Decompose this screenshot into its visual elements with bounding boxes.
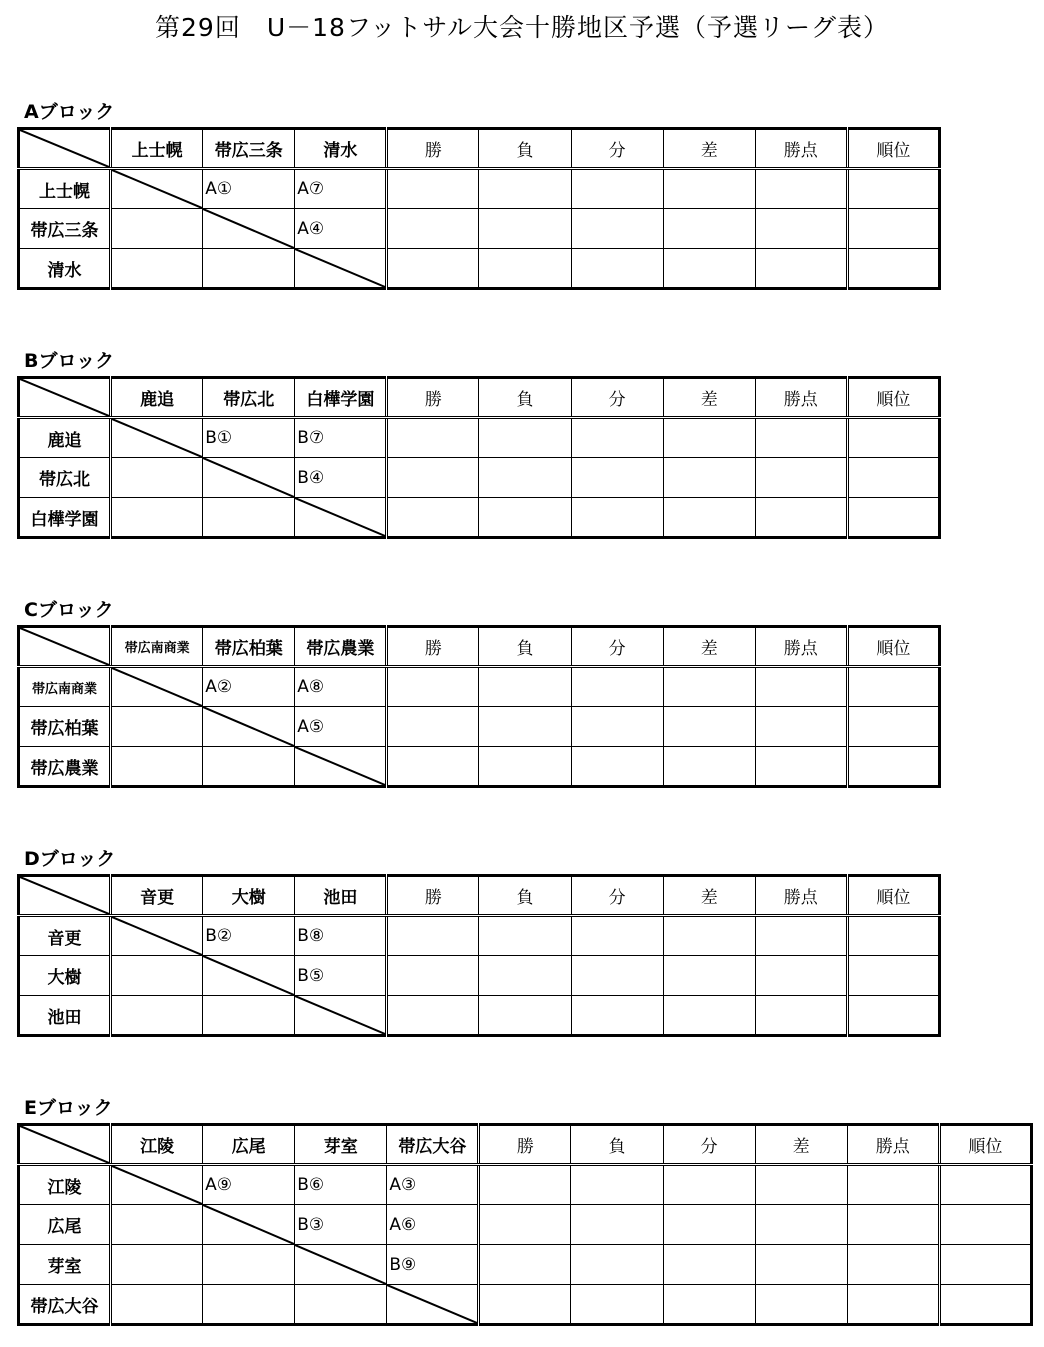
stat-header: 負 [479, 378, 571, 418]
stat-cell [663, 458, 755, 498]
self-match-cell [203, 209, 295, 249]
stat-header: 順位 [847, 627, 939, 667]
match-cell: B⑧ [295, 916, 387, 956]
stat-header: 差 [663, 129, 755, 169]
team-column-header: 上士幌 [111, 129, 203, 169]
stat-cell [939, 1205, 1031, 1245]
stat-cell [663, 249, 755, 289]
league-table [17, 376, 941, 539]
match-cell [203, 1245, 295, 1285]
stat-header: 差 [663, 627, 755, 667]
stat-cell [939, 1165, 1031, 1205]
stat-header: 順位 [847, 876, 939, 916]
stat-header: 差 [663, 378, 755, 418]
stat-cell [755, 1285, 847, 1325]
stat-cell [847, 1245, 939, 1285]
stat-cell [663, 1165, 755, 1205]
stat-cell [663, 418, 755, 458]
stat-cell [571, 1285, 663, 1325]
team-row [19, 707, 940, 747]
stat-header: 勝 [387, 627, 479, 667]
team-row [19, 249, 940, 289]
self-match-cell [295, 747, 387, 787]
league-table [17, 1123, 1033, 1326]
stat-cell [755, 458, 847, 498]
self-match-cell [111, 916, 203, 956]
match-cell: A① [203, 169, 295, 209]
stat-header: 負 [571, 1125, 663, 1165]
match-cell: A② [203, 667, 295, 707]
match-cell: A⑥ [387, 1205, 479, 1245]
stat-header: 勝 [479, 1125, 571, 1165]
stat-header: 差 [755, 1125, 847, 1165]
self-match-cell [295, 249, 387, 289]
block-label: Aブロック [24, 101, 115, 123]
diagonal-line [295, 249, 385, 287]
stat-cell [663, 209, 755, 249]
diagonal-line [203, 956, 294, 995]
match-cell [203, 1285, 295, 1325]
match-cell: A⑨ [203, 1165, 295, 1205]
match-cell: A⑦ [295, 169, 387, 209]
team-row-header: 帯広南商業 [19, 667, 111, 707]
match-cell [111, 1285, 203, 1325]
stat-cell [571, 1165, 663, 1205]
stat-header: 順位 [847, 378, 939, 418]
team-row [19, 956, 940, 996]
match-cell: B① [203, 418, 295, 458]
stat-cell [479, 707, 571, 747]
stat-cell [479, 1205, 571, 1245]
stat-cell [571, 747, 663, 787]
stat-header: 勝点 [755, 876, 847, 916]
stat-cell [663, 956, 755, 996]
stat-cell [755, 1245, 847, 1285]
stat-cell [847, 747, 939, 787]
self-match-cell [203, 707, 295, 747]
match-cell [111, 498, 203, 538]
team-row [19, 498, 940, 538]
match-cell: B⑤ [295, 956, 387, 996]
stat-cell [847, 418, 939, 458]
stat-header: 負 [479, 876, 571, 916]
team-column-header: 清水 [295, 129, 387, 169]
block-label: Eブロック [24, 1097, 113, 1119]
stat-cell [479, 916, 571, 956]
block-label: Dブロック [24, 848, 116, 870]
stat-cell [847, 1285, 939, 1325]
self-match-cell [203, 956, 295, 996]
match-cell: B③ [295, 1205, 387, 1245]
match-cell [111, 249, 203, 289]
team-column-header: 帯広農業 [295, 627, 387, 667]
stat-cell [571, 169, 663, 209]
stat-cell [663, 1205, 755, 1245]
team-row [19, 996, 940, 1036]
league-table [17, 625, 941, 788]
team-column-header: 芽室 [295, 1125, 387, 1165]
self-match-cell [295, 1245, 387, 1285]
stat-cell [479, 458, 571, 498]
stat-cell [755, 707, 847, 747]
team-row [19, 1285, 1032, 1325]
stat-cell [847, 996, 939, 1036]
diagonal-line [112, 917, 202, 955]
team-row-header: 芽室 [19, 1245, 111, 1285]
stat-cell [479, 169, 571, 209]
stat-cell [847, 916, 939, 956]
stat-cell [847, 169, 939, 209]
stat-cell [847, 1205, 939, 1245]
team-column-header: 音更 [111, 876, 203, 916]
stat-cell [755, 916, 847, 956]
diagonal-line [203, 458, 294, 497]
diagonal-line [20, 1126, 109, 1163]
team-column-header: 帯広三条 [203, 129, 295, 169]
stat-header: 勝点 [755, 627, 847, 667]
stat-cell [387, 418, 479, 458]
team-column-header: 帯広北 [203, 378, 295, 418]
team-row [19, 747, 940, 787]
self-match-cell [387, 1285, 479, 1325]
stat-cell [755, 1205, 847, 1245]
self-match-cell [111, 1165, 203, 1205]
corner-cell [19, 378, 111, 418]
diagonal-line [20, 628, 109, 665]
stat-cell [755, 249, 847, 289]
league-table [17, 874, 941, 1037]
team-row-header: 鹿追 [19, 418, 111, 458]
diagonal-line [112, 170, 202, 208]
team-row [19, 169, 940, 209]
corner-cell [19, 627, 111, 667]
team-row-header: 帯広柏葉 [19, 707, 111, 747]
team-column-header: 帯広大谷 [387, 1125, 479, 1165]
stat-header: 順位 [847, 129, 939, 169]
stat-cell [755, 667, 847, 707]
self-match-cell [111, 667, 203, 707]
stat-cell [847, 707, 939, 747]
stat-cell [663, 916, 755, 956]
stat-cell [571, 458, 663, 498]
stat-cell [663, 1285, 755, 1325]
stat-cell [387, 458, 479, 498]
stat-header: 負 [479, 129, 571, 169]
stat-cell [755, 1165, 847, 1205]
stat-cell [571, 249, 663, 289]
stat-cell [479, 996, 571, 1036]
stat-cell [663, 996, 755, 1036]
stat-cell [755, 498, 847, 538]
corner-cell [19, 1125, 111, 1165]
match-cell [111, 209, 203, 249]
stat-cell [387, 249, 479, 289]
stat-cell [387, 956, 479, 996]
stat-cell [479, 1165, 571, 1205]
match-cell [295, 1285, 387, 1325]
stat-cell [387, 707, 479, 747]
team-row [19, 209, 940, 249]
team-column-header: 帯広南商業 [111, 627, 203, 667]
team-row [19, 1205, 1032, 1245]
stat-header: 勝点 [755, 129, 847, 169]
team-column-header: 池田 [295, 876, 387, 916]
stat-cell [571, 956, 663, 996]
stat-cell [847, 1165, 939, 1205]
diagonal-line [295, 996, 385, 1034]
corner-cell [19, 129, 111, 169]
stat-cell [479, 956, 571, 996]
stat-header: 分 [571, 129, 663, 169]
match-cell [203, 747, 295, 787]
stat-header: 勝 [387, 876, 479, 916]
team-row [19, 458, 940, 498]
stat-header: 分 [571, 627, 663, 667]
diagonal-line [20, 379, 109, 416]
stat-header: 分 [663, 1125, 755, 1165]
match-cell [111, 747, 203, 787]
stat-cell [571, 418, 663, 458]
stat-cell [479, 418, 571, 458]
stat-cell [571, 667, 663, 707]
stat-cell [939, 1245, 1031, 1285]
diagonal-line [112, 419, 202, 457]
stat-header: 負 [479, 627, 571, 667]
team-row [19, 418, 940, 458]
stat-cell [847, 667, 939, 707]
team-row-header: 帯広農業 [19, 747, 111, 787]
diagonal-line [203, 209, 294, 248]
stat-cell [479, 1285, 571, 1325]
match-cell: A⑤ [295, 707, 387, 747]
team-row [19, 916, 940, 956]
team-row-header: 大樹 [19, 956, 111, 996]
stat-cell [663, 667, 755, 707]
diagonal-line [20, 130, 109, 167]
stat-header: 勝 [387, 129, 479, 169]
team-row-header: 白樺学園 [19, 498, 111, 538]
stat-cell [571, 996, 663, 1036]
stat-cell [479, 498, 571, 538]
stat-cell [755, 956, 847, 996]
stat-cell [479, 667, 571, 707]
league-table [17, 127, 941, 290]
team-row-header: 帯広三条 [19, 209, 111, 249]
stat-cell [755, 169, 847, 209]
stat-cell [387, 498, 479, 538]
stat-cell [387, 169, 479, 209]
stat-cell [755, 747, 847, 787]
stat-header: 勝 [387, 378, 479, 418]
stat-cell [847, 458, 939, 498]
match-cell: B⑦ [295, 418, 387, 458]
team-column-header: 帯広柏葉 [203, 627, 295, 667]
corner-cell [19, 876, 111, 916]
stat-cell [939, 1285, 1031, 1325]
stat-header: 分 [571, 876, 663, 916]
diagonal-line [112, 668, 202, 706]
diagonal-line [112, 1166, 202, 1204]
page-title: 第29回 U－18フットサル大会十勝地区予選（予選リーグ表） [155, 13, 889, 42]
stat-cell [847, 498, 939, 538]
team-row-header: 帯広北 [19, 458, 111, 498]
stat-cell [387, 209, 479, 249]
stat-cell [847, 956, 939, 996]
match-cell [111, 956, 203, 996]
match-cell [203, 996, 295, 1036]
self-match-cell [203, 458, 295, 498]
stat-cell [479, 1245, 571, 1285]
match-cell [111, 458, 203, 498]
match-cell: B⑥ [295, 1165, 387, 1205]
stat-cell [847, 249, 939, 289]
team-column-header: 鹿追 [111, 378, 203, 418]
match-cell [111, 996, 203, 1036]
team-column-header: 江陵 [111, 1125, 203, 1165]
stat-cell [479, 747, 571, 787]
stat-cell [571, 1205, 663, 1245]
block-label: Bブロック [24, 350, 115, 372]
team-row-header: 清水 [19, 249, 111, 289]
team-row [19, 1165, 1032, 1205]
match-cell: B④ [295, 458, 387, 498]
stat-header: 分 [571, 378, 663, 418]
stat-cell [479, 209, 571, 249]
stat-cell [387, 747, 479, 787]
team-row-header: 上士幌 [19, 169, 111, 209]
diagonal-line [295, 498, 385, 536]
match-cell [111, 1205, 203, 1245]
self-match-cell [203, 1205, 295, 1245]
team-row-header: 江陵 [19, 1165, 111, 1205]
stat-cell [571, 916, 663, 956]
stat-cell [663, 498, 755, 538]
stat-header: 順位 [939, 1125, 1031, 1165]
match-cell: A⑧ [295, 667, 387, 707]
match-cell [111, 707, 203, 747]
self-match-cell [295, 498, 387, 538]
team-column-header: 白樺学園 [295, 378, 387, 418]
team-row-header: 池田 [19, 996, 111, 1036]
stat-cell [663, 1245, 755, 1285]
team-row-header: 音更 [19, 916, 111, 956]
stat-cell [571, 209, 663, 249]
stat-cell [847, 209, 939, 249]
stat-cell [663, 747, 755, 787]
self-match-cell [111, 169, 203, 209]
stat-cell [387, 996, 479, 1036]
stat-cell [571, 1245, 663, 1285]
match-cell [203, 498, 295, 538]
self-match-cell [295, 996, 387, 1036]
stat-cell [663, 707, 755, 747]
team-row [19, 1245, 1032, 1285]
stat-header: 勝点 [847, 1125, 939, 1165]
stat-cell [571, 707, 663, 747]
stat-header: 勝点 [755, 378, 847, 418]
stat-cell [387, 916, 479, 956]
team-column-header: 広尾 [203, 1125, 295, 1165]
diagonal-line [20, 877, 109, 914]
diagonal-line [295, 747, 385, 785]
team-column-header: 大樹 [203, 876, 295, 916]
stat-cell [571, 498, 663, 538]
stat-cell [479, 249, 571, 289]
stat-header: 差 [663, 876, 755, 916]
team-row [19, 667, 940, 707]
match-cell: A③ [387, 1165, 479, 1205]
match-cell [111, 1245, 203, 1285]
team-row-header: 広尾 [19, 1205, 111, 1245]
diagonal-line [203, 707, 294, 746]
stat-cell [755, 209, 847, 249]
match-cell: B② [203, 916, 295, 956]
diagonal-line [203, 1205, 294, 1244]
stat-cell [755, 418, 847, 458]
stat-cell [755, 996, 847, 1036]
stat-cell [663, 169, 755, 209]
diagonal-line [295, 1245, 386, 1284]
diagonal-line [387, 1285, 477, 1323]
match-cell: B⑨ [387, 1245, 479, 1285]
match-cell: A④ [295, 209, 387, 249]
stat-cell [387, 667, 479, 707]
self-match-cell [111, 418, 203, 458]
block-label: Cブロック [24, 599, 114, 621]
match-cell [203, 249, 295, 289]
team-row-header: 帯広大谷 [19, 1285, 111, 1325]
